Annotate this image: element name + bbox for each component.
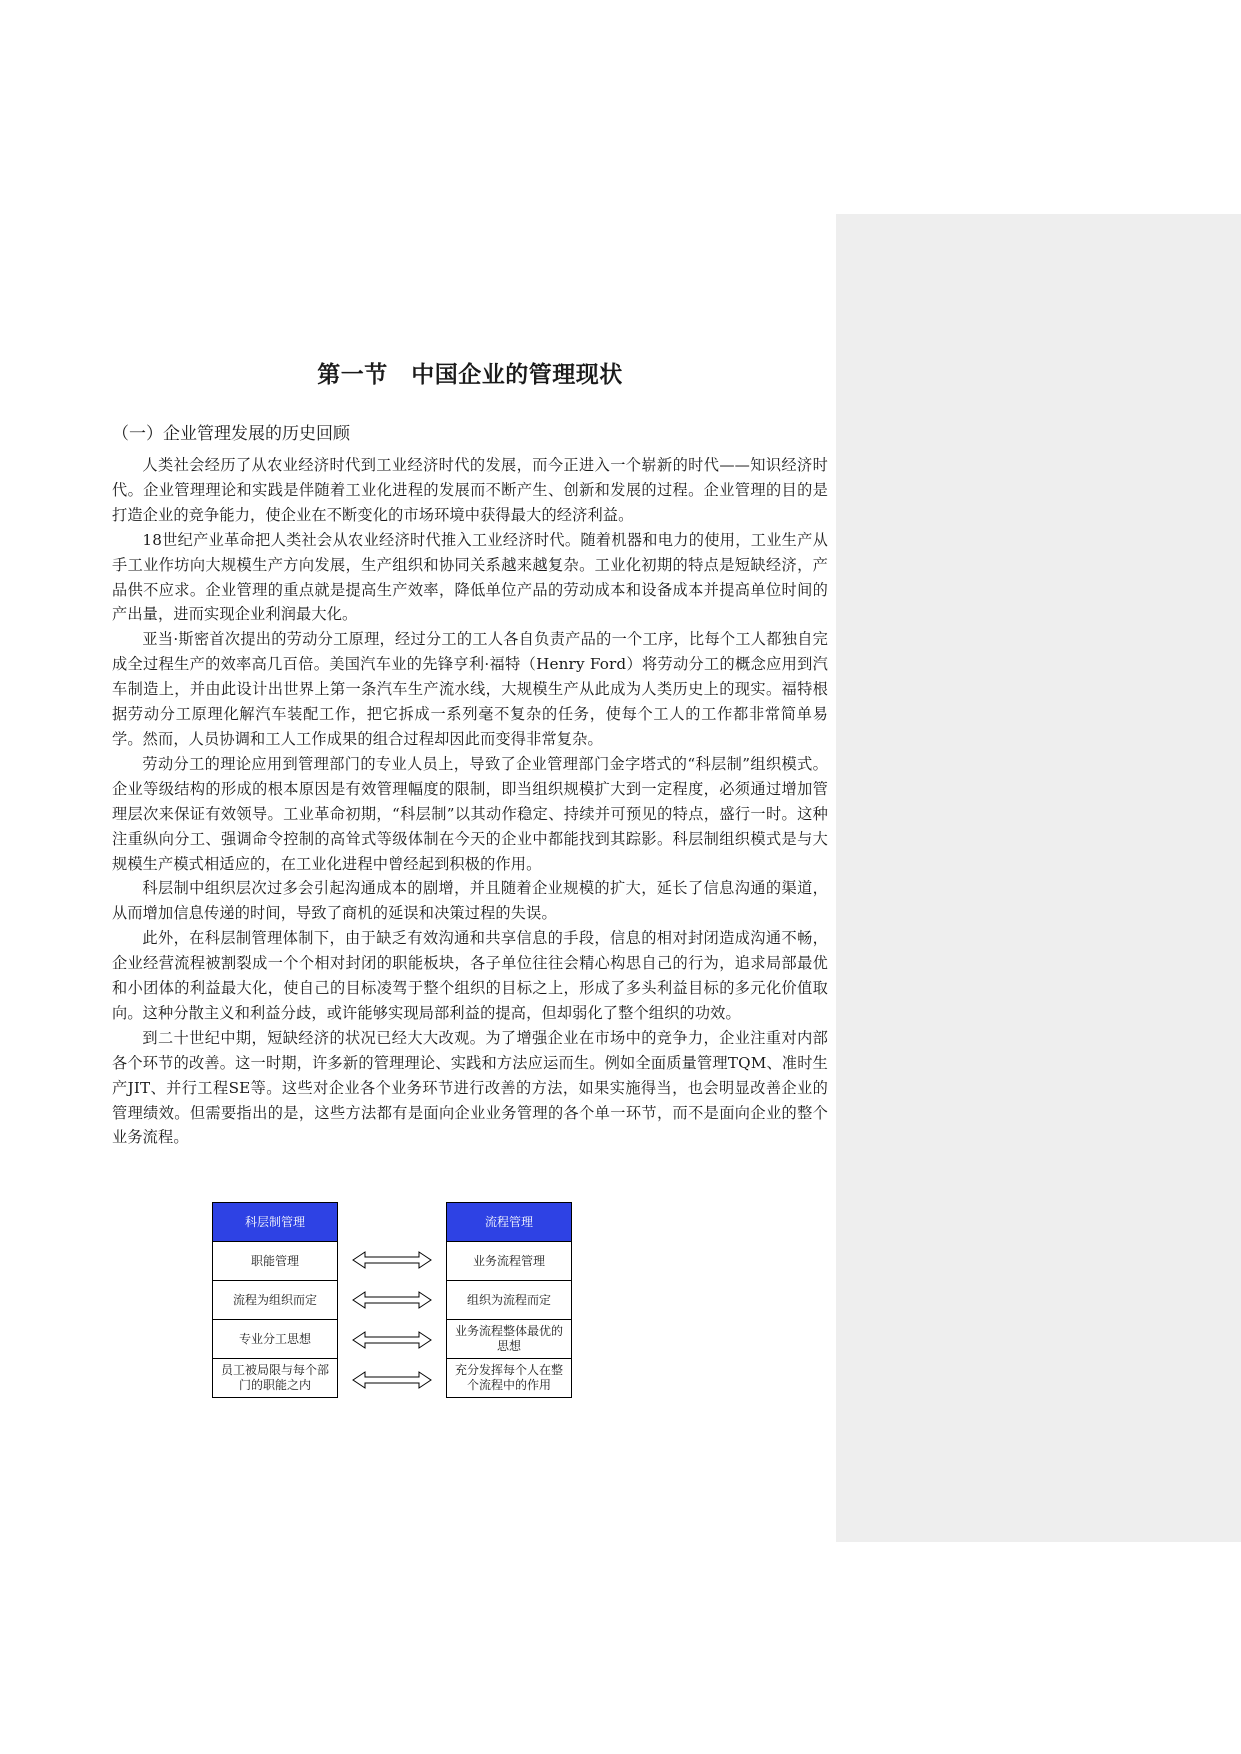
paragraph: 到二十世纪中期，短缺经济的状况已经大大改观。为了增强企业在市场中的竞争力，企业注重对内部各个环节的改善。这一时期，许多新的管理理论、实践和方法应运而生。例如全面质量管理TQM、准时生产JIT、并行工程SE等。这些对企业各个业务环节进行改善的方法，如果实施得当，也会明显改善企业的管理绩效。但需要指出的是，这些方法都有是面向企业业务管理的各个单一环节，而不是面向企业的整个业务流程。 xyxy=(112,1028,828,1147)
bureaucracy-item: 职能管理 xyxy=(213,1241,337,1280)
paragraph: 此外，在科层制管理体制下，由于缺乏有效沟通和共享信息的手段，信息的相对封闭造成沟通不畅，企业经营流程被割裂成一个个相对封闭的职能板块，各子单位往往会精心构思自己的行为，追求局部最优和小团体的利益最大化，使自己的目标凌驾于整个组织的目标之上，形成了多头利益目标的多元化价值取向。这种分散主义和利益分歧，或许能够实现局部利益的提高，但却弱化了整个组织的功效。 xyxy=(112,929,828,1022)
paragraph: 亚当·斯密首次提出的劳动分工原理，经过分工的工人各自负责产品的一个工序，比每个工人都独自完成全过程生产的效率高几百倍。美国汽车业的先锋亨利·福特（Henry Ford）将劳动分工的概念应用到汽车制造上，并由此设计出世界上第一条汽车生产流水线，大规模生产从此成为人类历史上的现实。福特根据劳动分工原理化解汽车装配工作，把它拆成一系列毫不复杂的任务，使每个工人的工作都非常简单易学。然而，人员协调和工人工作成果的组合过程却因此而变得非常复杂。 xyxy=(112,630,828,748)
paragraph: 劳动分工的理论应用到管理部门的专业人员上，导致了企业管理部门金字塔式的“科层制”组织模式。企业等级结构的形成的根本原因是有效管理幅度的限制，即当组织规模扩大到一定程度，必须通过增加管理层次来保证有效领导。工业革命初期，“科层制”以其动作稳定、持续并可预见的特点，盛行一时。这种注重纵向分工、强调命令控制的高耸式等级体制在今天的企业中都能找到其踪影。科层制组织模式是与大规模生产模式相适应的，在工业化进程中曾经起到积极的作用。 xyxy=(112,754,828,873)
paragraph: 人类社会经历了从农业经济时代到工业经济时代的发展，而今正进入一个崭新的时代——知识经济时代。企业管理理论和实践是伴随着工业化进程的发展而不断产生、创新和发展的过程。企业管理的目的是打造企业的竞争能力，使企业在不断变化的市场环境中获得最大的经济利益。 xyxy=(112,456,828,524)
bureaucracy-item: 流程为组织而定 xyxy=(213,1280,337,1319)
double-arrow-icon xyxy=(352,1250,432,1270)
bureaucracy-item: 员工被局限与每个部门的职能之内 xyxy=(213,1358,337,1397)
section-heading: （一）企业管理发展的历史回顾 xyxy=(112,424,350,444)
process-item: 业务流程管理 xyxy=(447,1241,571,1280)
process-item: 业务流程整体最优的思想 xyxy=(447,1319,571,1358)
process-item: 组织为流程而定 xyxy=(447,1280,571,1319)
process-header: 流程管理 xyxy=(447,1203,571,1241)
paragraph: 科层制中组织层次过多会引起沟通成本的剧增，并且随着企业规模的扩大，延长了信息沟通的渠道，从而增加信息传递的时间，导致了商机的延误和决策过程的失误。 xyxy=(112,879,828,923)
process-column xyxy=(446,1202,572,1398)
double-arrow-icon xyxy=(352,1370,432,1390)
comparison-diagram xyxy=(212,1202,572,1400)
comment-margin-panel xyxy=(836,214,1241,1542)
paragraph: 18世纪产业革命把人类社会从农业经济时代推入工业经济时代。随着机器和电力的使用，工业生产从手工业作坊向大规模生产方向发展，生产组织和协同关系越来越复杂。工业化初期的特点是短缺经济，产品供不应求。企业管理的重点就是提高生产效率，降低单位产品的劳动成本和设备成本并提高单位时间的产出量，进而实现企业利润最大化。 xyxy=(112,530,828,624)
bureaucracy-item: 专业分工思想 xyxy=(213,1319,337,1358)
double-arrow-icon xyxy=(352,1330,432,1350)
bureaucracy-header: 科层制管理 xyxy=(213,1203,337,1241)
body-text xyxy=(112,453,828,1150)
bureaucracy-column xyxy=(212,1202,338,1398)
process-item: 充分发挥每个人在整个流程中的作用 xyxy=(447,1358,571,1397)
double-arrow-icon xyxy=(352,1290,432,1310)
page-title: 第一节 中国企业的管理现状 xyxy=(317,362,623,388)
